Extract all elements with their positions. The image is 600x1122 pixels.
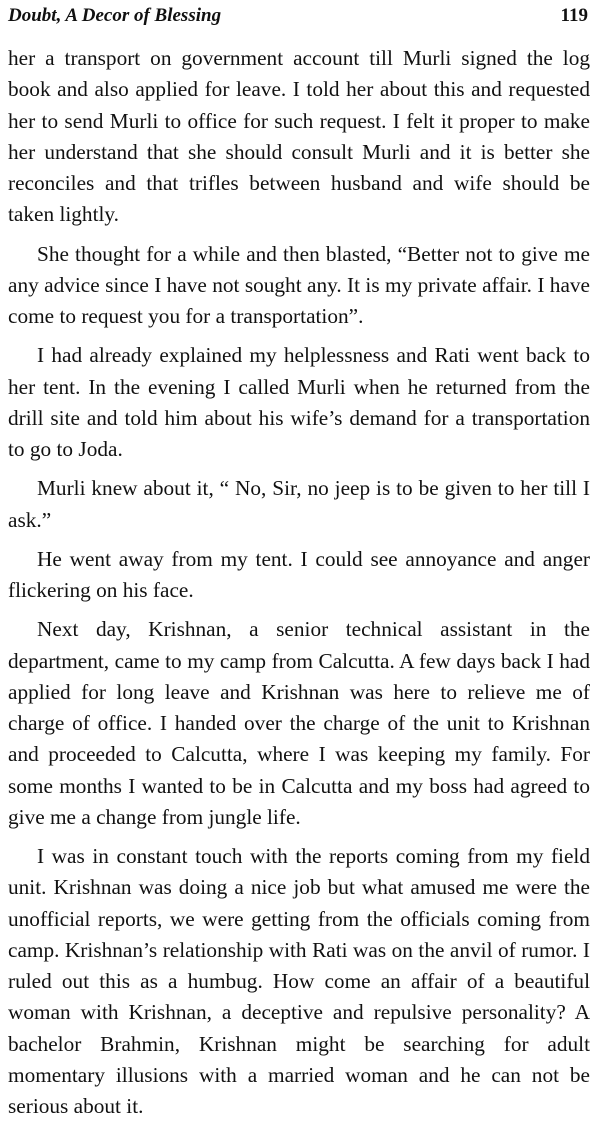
paragraph: Next day, Krishnan, a senior technical assistant in the department, came to my camp from Calcutta. A few days back I had applied for long leave and Krishnan was here to relieve me of charge of office. I handed over the charge of the unit to Krishnan and proceeded to Calcutta, where I was keeping my family. For some months I wanted to be in Calcutta and my boss had agreed to give me a change from jungle life.: [8, 617, 590, 829]
paragraph: I was in constant touch with the reports coming from my field unit. Krishnan was doing a nice job but what amused me were the unofficial reports, we were getting from the officials coming from camp. Krishnan’s relationship with Rati was on the anvil of rumor. I ruled out this as a humbug. How come an affair of a beautiful woman with Krishnan, a deceptive and repulsive personality? A bachelor Brahmin, Krishnan might be searching for adult momentary illusions with a married woman and he can not be serious about it.: [8, 844, 590, 1118]
page-number: 119: [560, 5, 588, 26]
paragraph: I had already explained my helplessness and Rati went back to her tent. In the evening I called Murli when he returned from the drill site and told him about his wife’s demand for a transportation to go to Joda.: [8, 343, 590, 461]
paragraph: He went away from my tent. I could see annoyance and anger flickering on his face.: [8, 546, 590, 602]
paragraph: her a transport on government account till Murli signed the log book and also applied for leave. I told her about this and requested her to send Murli to office for such request. I felt it proper to make her understand that she should consult Murli and it is better she reconciles and that trifles between husband and wife should be taken lightly.: [8, 46, 590, 227]
page-body: [8, 43, 590, 1122]
paragraph: Murli knew about it, “ No, Sir, no jeep is to be given to her till I ask.”: [8, 476, 590, 532]
paragraph: She thought for a while and then blasted, “Better not to give me any advice since I have not sought any. It is my private affair. I have come to request you for a transportation”.: [8, 241, 590, 328]
page-header: [8, 3, 590, 43]
running-title: Doubt, A Decor of Blessing: [8, 5, 222, 26]
